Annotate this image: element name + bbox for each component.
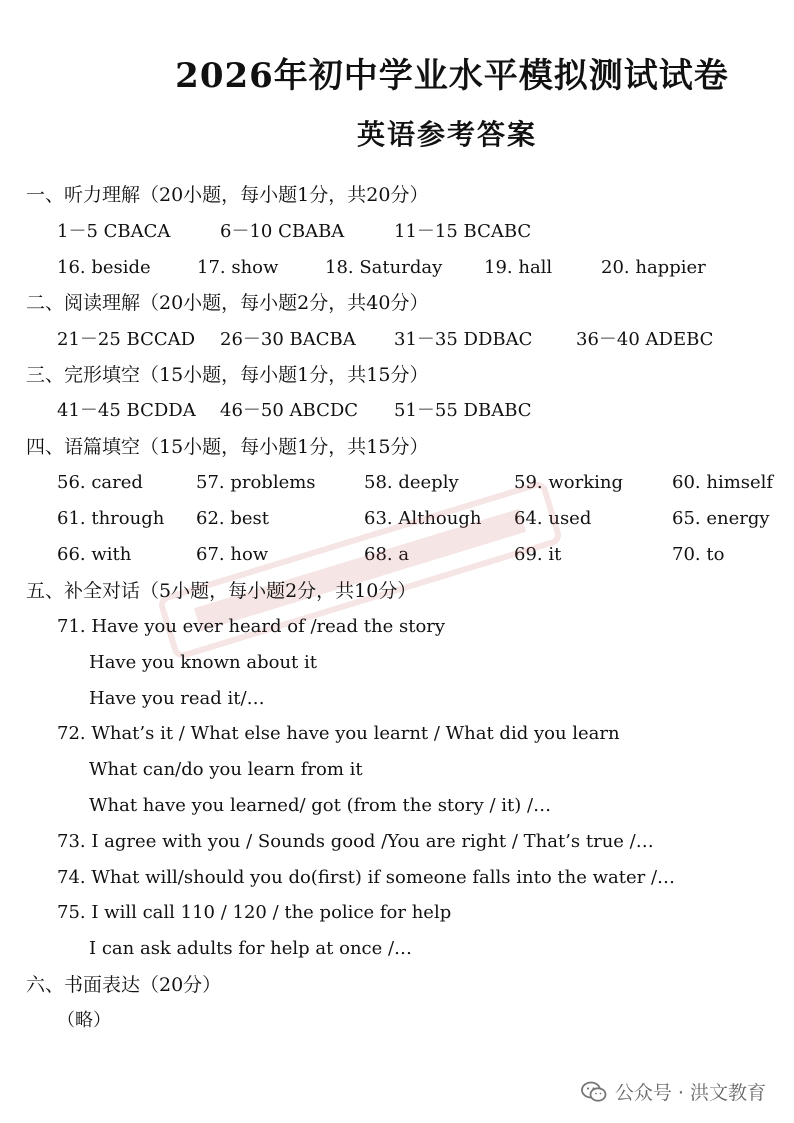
answer-line: 74. What will/should you do(first) if someone falls into the water /… [57,867,676,888]
answer-item: 56. cared [57,472,143,493]
answer-item: 18. Saturday [325,257,443,278]
answer-item: 58. deeply [364,472,459,493]
footer-text: 公众号 · 洪文教育 [614,1082,766,1104]
answer-item: 16. beside [57,257,151,278]
section-heading-passage-fill: 四、语篇填空（15小题，每小题1分，共15分） [26,436,429,458]
answer-item: 70. to [672,544,725,565]
answer-item: 66. with [57,544,132,565]
answer-item: 36－40 ADEBC [576,329,714,350]
answer-item: 59. working [514,472,623,493]
answer-item: 69. it [514,544,562,565]
section-heading-listening: 一、听力理解（20小题，每小题1分，共20分） [26,184,429,206]
footer-account [581,1078,766,1105]
answer-line: 75. I will call 110 / 120 / the police for help [57,902,452,923]
section-heading-dialogue: 五、补全对话（5小题，每小题2分，共10分） [26,580,417,602]
section-heading-cloze: 三、完形填空（15小题，每小题1分，共15分） [26,364,429,386]
answer-item: 20. happier [601,257,706,278]
answer-item: 67. how [196,544,269,565]
answer-item: 57. problems [196,472,316,493]
answer-item: 63. Although [364,508,482,529]
answer-item: 65. energy [672,508,770,529]
section-heading-writing: 六、书面表达（20分） [26,974,222,996]
answer-item: 11－15 BCABC [394,221,532,242]
answer-item: 17. show [197,257,279,278]
answer-item: 62. best [196,508,269,529]
answer-item: 19. hall [484,257,553,278]
answer-line: 71. Have you ever heard of /read the story [57,616,446,637]
answer-line: What have you learned/ got (from the story / it) /… [89,795,552,816]
answer-line: 73. I agree with you / Sounds good /You are right / That’s true /… [57,831,654,852]
answer-item: 61. through [57,508,165,529]
answer-line: Have you read it/… [89,688,265,709]
answer-item: 31－35 DDBAC [394,329,533,350]
answer-item: 51－55 DBABC [394,400,532,421]
answer-item: 26－30 BACBA [220,329,356,350]
answer-item: 60. himself [672,472,774,493]
answer-line: I can ask adults for help at once /… [89,938,413,959]
answer-item: 68. a [364,544,410,565]
answer-item: 21－25 BCCAD [57,329,196,350]
section-heading-reading: 二、阅读理解（20小题，每小题2分，共40分） [26,292,429,314]
answer-line: 72. What’s it / What else have you learnt / What did you learn [57,723,620,744]
writing-note: （略） [57,1010,111,1031]
answer-item: 46－50 ABCDC [220,400,359,421]
answer-item: 64. used [514,508,592,529]
answer-line: Have you known about it [89,652,317,673]
wechat-icon [581,1081,607,1103]
answer-item: 6－10 CBABA [220,221,345,242]
page-subtitle: 英语参考答案 [356,118,537,151]
answer-item: 41－45 BCDDA [57,400,196,421]
answer-line: What can/do you learn from it [89,759,363,780]
page-title: 2026年初中学业水平模拟测试试卷 [175,56,729,96]
answer-item: 1－5 CBACA [57,221,171,242]
